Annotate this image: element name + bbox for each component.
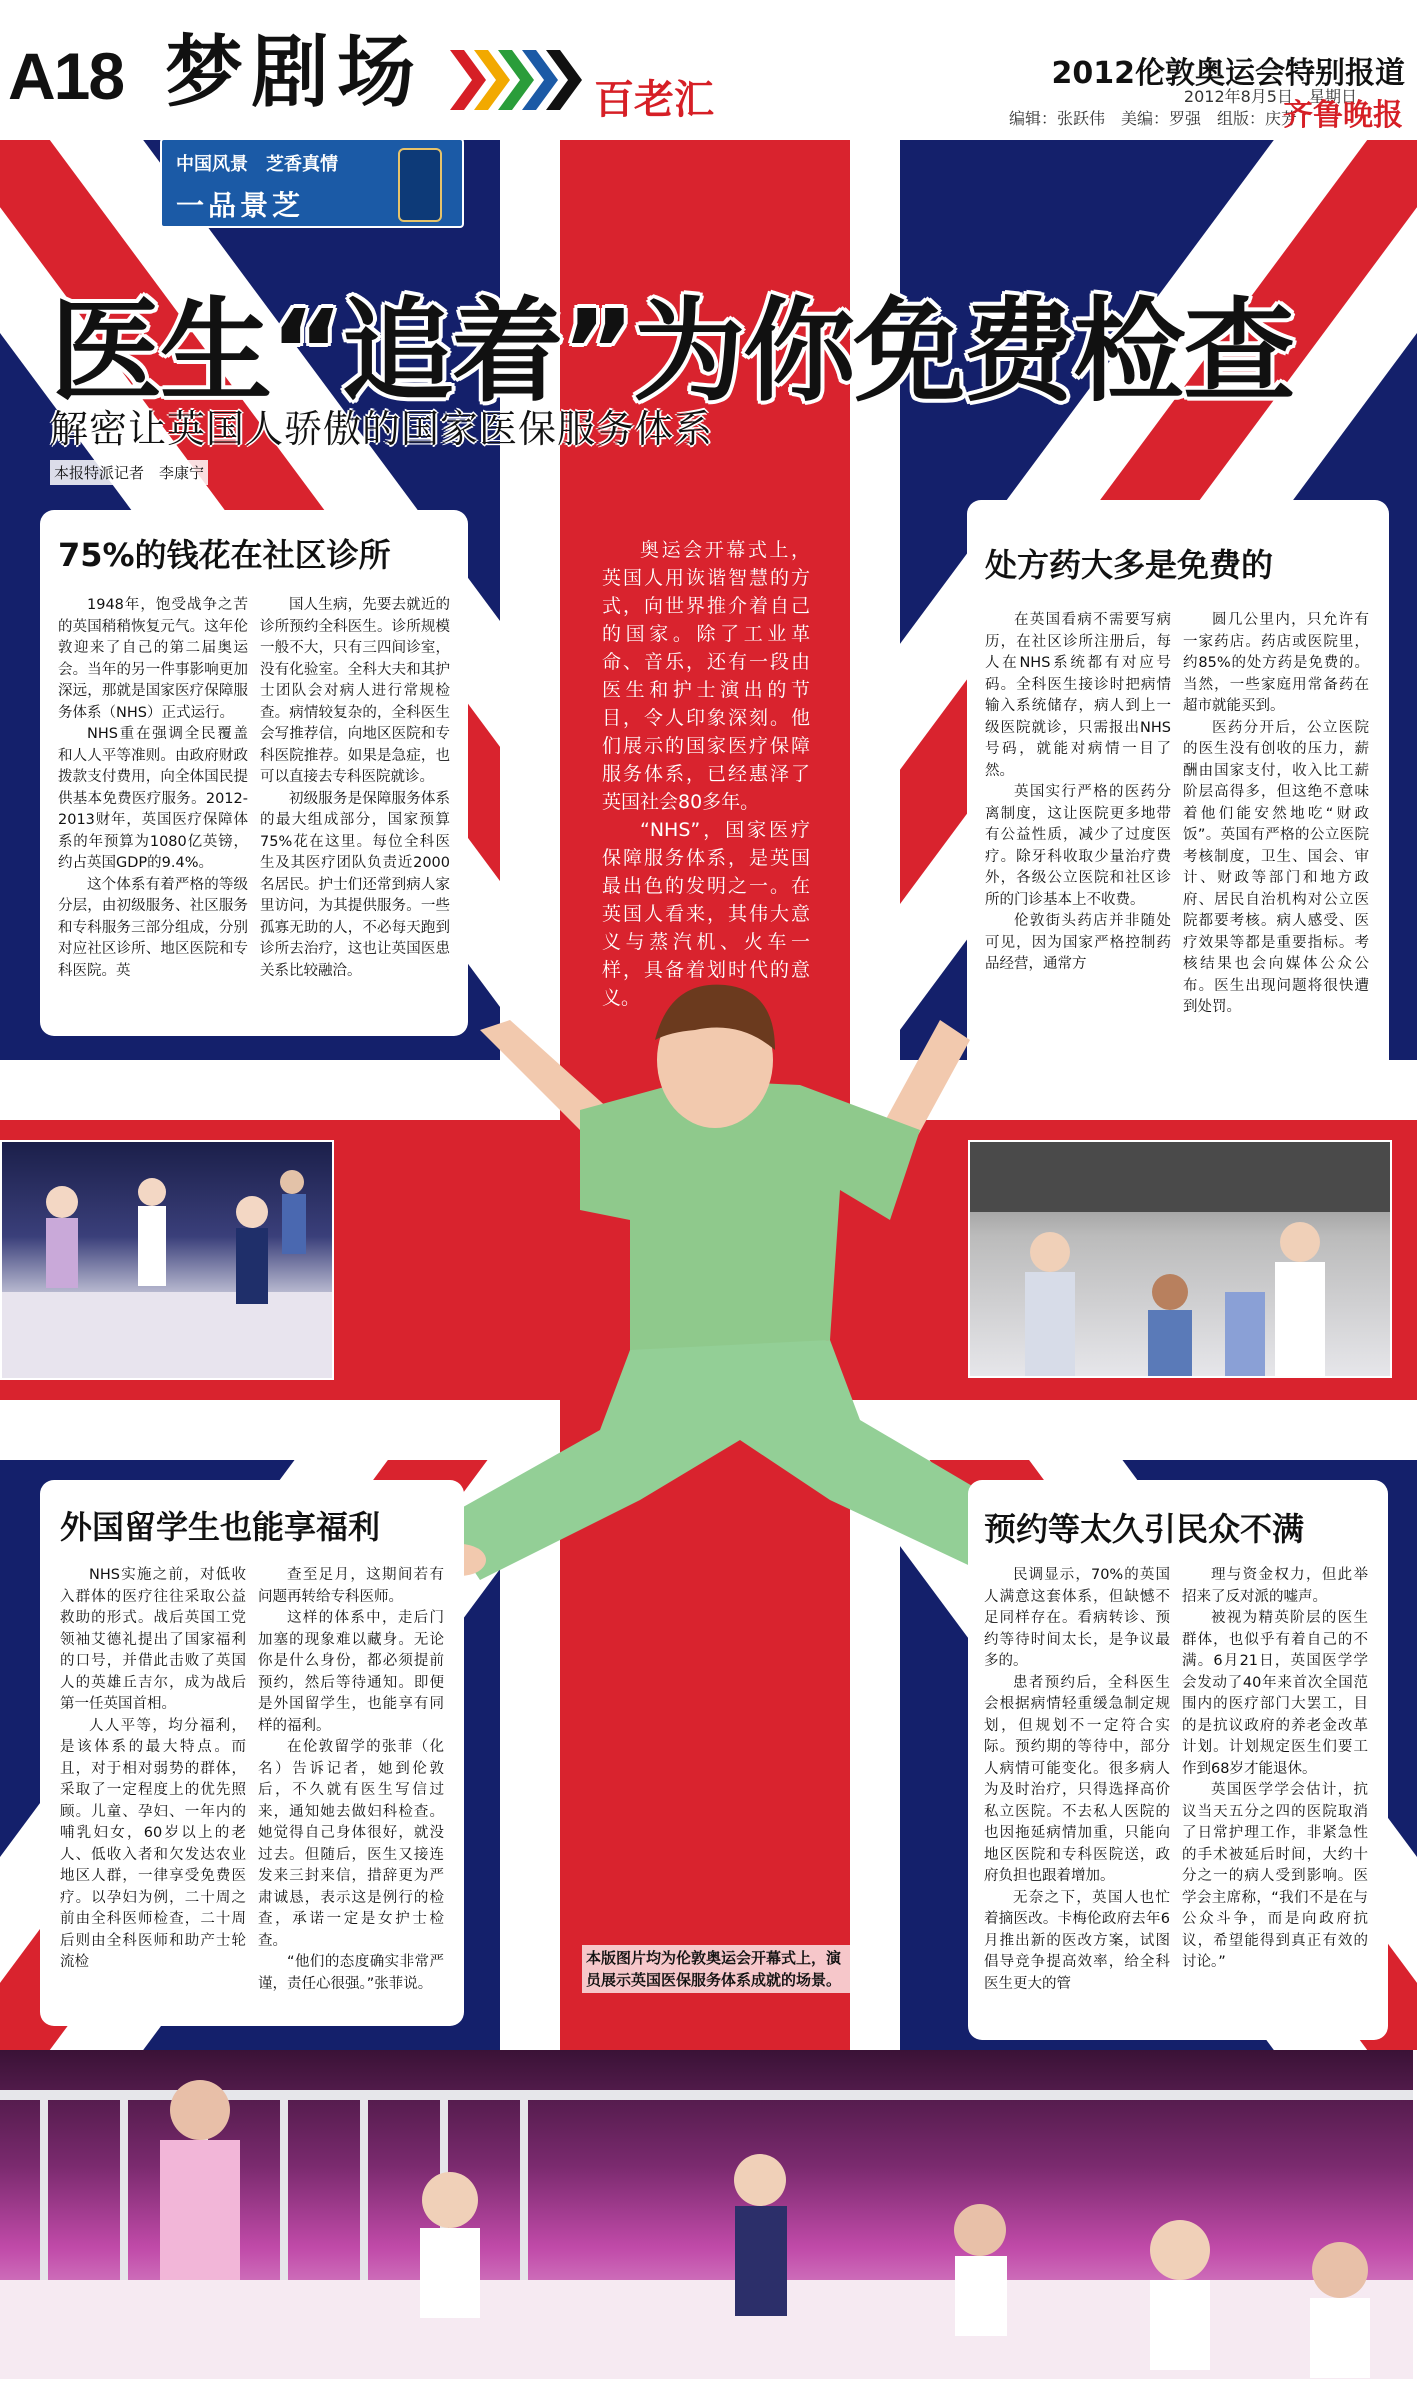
- section-box-long-waits: [968, 1480, 1388, 2040]
- special-report-title: 2012伦敦奥运会特别报道: [1051, 56, 1405, 91]
- section-box-community-clinics: [40, 510, 468, 1036]
- arrow-chevrons-icon: [450, 50, 590, 110]
- paragraph: 初级服务是保障服务体系的最大组成部分，国家预算75%花在这里。每位全科医生及其医疗团队负责近2000名居民。护士们还常到病人家里访问，为其提供服务。一些孤寡无助的人，不必每天跑到诊所去治疗，这也让英国医患关系比较融洽。: [260, 790, 450, 979]
- ad-brand: 一品景芝: [176, 189, 305, 222]
- editor-credits: 编辑：张跃伟 美编：罗强 组版：庆芳: [1008, 109, 1297, 128]
- article-intro: [602, 536, 810, 1012]
- ceremony-scene-icon: [0, 2050, 1413, 2379]
- paragraph: 这个体系有着严格的等级分层，由初级服务、社区服务和专科服务三部分组成，分别对应社区诊所、地区医院和专科医院。英: [58, 876, 248, 979]
- paragraph: 1948年，饱受战争之苦的英国稍稍恢复元气。这年伦敦迎来了自己的第二届奥运会。当年的另一件事影响更加深远，那就是国家医疗保障服务体系（NHS）正式运行。: [58, 597, 248, 721]
- section-logo: 梦剧场: [165, 27, 424, 118]
- paragraph: 这样的体系中，走后门加塞的现象难以藏身。无论你是什么身份，都必须提前预约，然后等待通知。即便是外国留学生，也能享有同样的福利。: [258, 1610, 444, 1734]
- section-column-2: [258, 1565, 444, 1995]
- paragraph: NHS实施之前，对低收入群体的医疗往往采取公益救助的形式。战后英国工党领袖艾德礼提出了国家福利的口号，并借此击败了英国人的英雄丘吉尔，成为战后第一任英国首相。: [60, 1567, 246, 1712]
- paragraph: 无奈之下，英国人也忙着摘医改。卡梅伦政府去年6月推出新的医改方案，试图倡导竞争提高效率，给全科医生更大的管: [984, 1889, 1170, 1992]
- bottle-icon: [398, 148, 442, 222]
- section-title: 处方药大多是免费的: [985, 546, 1274, 584]
- issue-date: 2012年8月5日 星期日: [1183, 87, 1357, 106]
- ceremony-scene-icon: [2, 1142, 332, 1378]
- paragraph: 在英国看病不需要写病历，在社区诊所注册后，每人在NHS系统都有对应号码。全科医生接诊时把病情输入系统储存，病人到上一级医院就诊，只需报出NHS号码，就能对病情一目了然。: [985, 612, 1171, 779]
- column-name: 百老汇: [594, 77, 714, 123]
- section-column-1: [60, 1565, 246, 1974]
- ad-slogan: 中国风景 芝香真情: [176, 154, 338, 175]
- paragraph: 医药分开后，公立医院的医生没有创收的压力，薪酬由国家支付，收入比工薪阶层高得多，但这绝不意味着他们能安然地吃“财政饭”。英国有严格的公立医院考核制度，卫生、国会、审计、财政等部门和地方政府、居民自治机构对公立医院都要考核。病人感受、医疗效果等都是重要指标。考核结果也会向媒体公众公布。医生出现问题将很快遭到处罚。: [1183, 719, 1369, 1015]
- section-column-2: [260, 595, 450, 982]
- paragraph: 患者预约后，全科医生会根据病情轻重缓急制定规划，但规划不一定符合实际。预约期的等待中，部分人病情可能变化。很多病人为及时治疗，只得选择高价私立医院。不去私人医院的也因拖延病情加重，只能向地区医院和专科医院送，政府负担也跟着增加。: [984, 1674, 1170, 1884]
- paragraph: 英国医学学会估计，抗议当天五分之四的医院取消了日常护理工作，非紧急性的手术被延后时间，大约十分之一的病人受到影响。医学会主席称，“我们不是在与公众斗争，而是向政府抗议，希望能得到真正有效的讨论。”: [1182, 1782, 1368, 1970]
- photo-ceremony-beds-bottom: [0, 2050, 1413, 2379]
- paragraph: 奥运会开幕式上，英国人用诙谐智慧的方式，向世界推介着自己的国家。除了工业革命、音乐，还有一段由医生和护士演出的节目，令人印象深刻。他们展示的国家医疗保障服务体系，已经惠泽了英国社会80多年。: [602, 539, 810, 813]
- section-title: 外国留学生也能享福利: [60, 1508, 381, 1546]
- page-number: A18: [8, 39, 124, 113]
- paragraph: “他们的态度确实非常严谨，责任心很强。”张菲说。: [258, 1954, 444, 1992]
- paragraph: 人人平等，均分福利，是该体系的最大特点。而且，对于相对弱势的群体，采取了一定程度上的优先照顾。儿童、孕妇、一年内的哺乳妇女，60岁以上的老人、低收入者和欠发达农业地区人群，一律享受免费医疗。以孕妇为例，二十周之前由全科医师检查，二十周后则由全科医师和助产士轮流检: [60, 1717, 246, 1970]
- section-column-2: [1183, 610, 1369, 1019]
- photo-caption: 本版图片均为伦敦奥运会开幕式上，演员展示英国医保服务体系成就的场景。: [582, 1945, 852, 1993]
- section-title: 预约等太久引民众不满: [984, 1510, 1305, 1548]
- section-column-1: [985, 610, 1171, 976]
- paragraph: 被视为精英阶层的医生群体，也似乎有着自己的不满。6月21日，英国医学学会发动了40年来首次全国范围内的医疗部门大罢工，目的是抗议政府的养老金改革计划。计划规定医生们要工作到68岁才能退休。: [1182, 1610, 1368, 1777]
- article-subhead: 解密让英国人骄傲的国家医保服务体系: [50, 407, 714, 451]
- paragraph: 在伦敦留学的张菲（化名）告诉记者，她到伦敦后，不久就有医生写信过来，通知她去做妇科检查。她觉得自己身体很好，就没过去。但随后，医生又接连发来三封来信，措辞更为严肃诚恳，表示这是例行的检查，承诺一定是女护士检查。: [258, 1739, 444, 1949]
- paragraph: 圆几公里内，只允许有一家药店。药店或医院里，约85%的处方药是免费的。当然，一些家庭用常备药在超市就能买到。: [1183, 612, 1369, 714]
- paragraph: 伦敦街头药店并非随处可见，因为国家严格控制药品经营，通常方: [985, 913, 1171, 972]
- paragraph: 查至足月，这期间若有问题再转给专科医师。: [258, 1567, 444, 1605]
- paragraph: “NHS”，国家医疗保障服务体系，是英国最出色的发明之一。在英国人看来，其伟大意义与蒸汽机、火车一样，具备着划时代的意义。: [602, 819, 810, 1009]
- jumping-boy-photo: [440, 960, 1040, 1650]
- paragraph: NHS重在强调全民覆盖和人人平等准则。由政府财政拨款支付费用，向全体国民提供基本免费医疗服务。2012-2013财年，英国医疗保障体系的年预算为1080亿英镑，约占英国GDP的9.4%。: [58, 726, 248, 871]
- paper-name: 齐鲁晚报: [1283, 98, 1403, 133]
- section-column-2: [1182, 1565, 1368, 1974]
- sponsor-ad: [160, 138, 464, 228]
- paragraph: 理与资金权力，但此举招来了反对派的嘘声。: [1182, 1567, 1368, 1605]
- section-box-foreign-students: [40, 1480, 464, 2026]
- photo-ceremony-nurses-left: [0, 1140, 334, 1380]
- paragraph: 民调显示，70%的英国人满意这套体系，但缺憾不足同样存在。看病转诊、预约等待时间太长，是争议最多的。: [984, 1567, 1170, 1669]
- paragraph: 英国实行严格的医药分离制度，这让医院更多地带有公益性质，减少了过度医疗。除牙科收取少量治疗费外，各级公立医院和社区诊所的门诊基本上不收费。: [985, 784, 1171, 908]
- section-title: 75%的钱花在社区诊所: [58, 536, 391, 574]
- paragraph: 国人生病，先要去就近的诊所预约全科医生。诊所规模一般不大，只有三四间诊室，没有化验室。全科大夫和其护士团队会对病人进行常规检查。病情较复杂的，全科医生会写推荐信，向地区医院和专科医院推荐。如果是急症，也可以直接去专科医院就诊。: [260, 597, 450, 785]
- article-headline: 医生“追着”为你免费检查: [50, 287, 1294, 417]
- article-byline: 本报特派记者 李康宁: [50, 460, 208, 485]
- section-column-1: [984, 1565, 1170, 1995]
- section-column-1: [58, 595, 248, 982]
